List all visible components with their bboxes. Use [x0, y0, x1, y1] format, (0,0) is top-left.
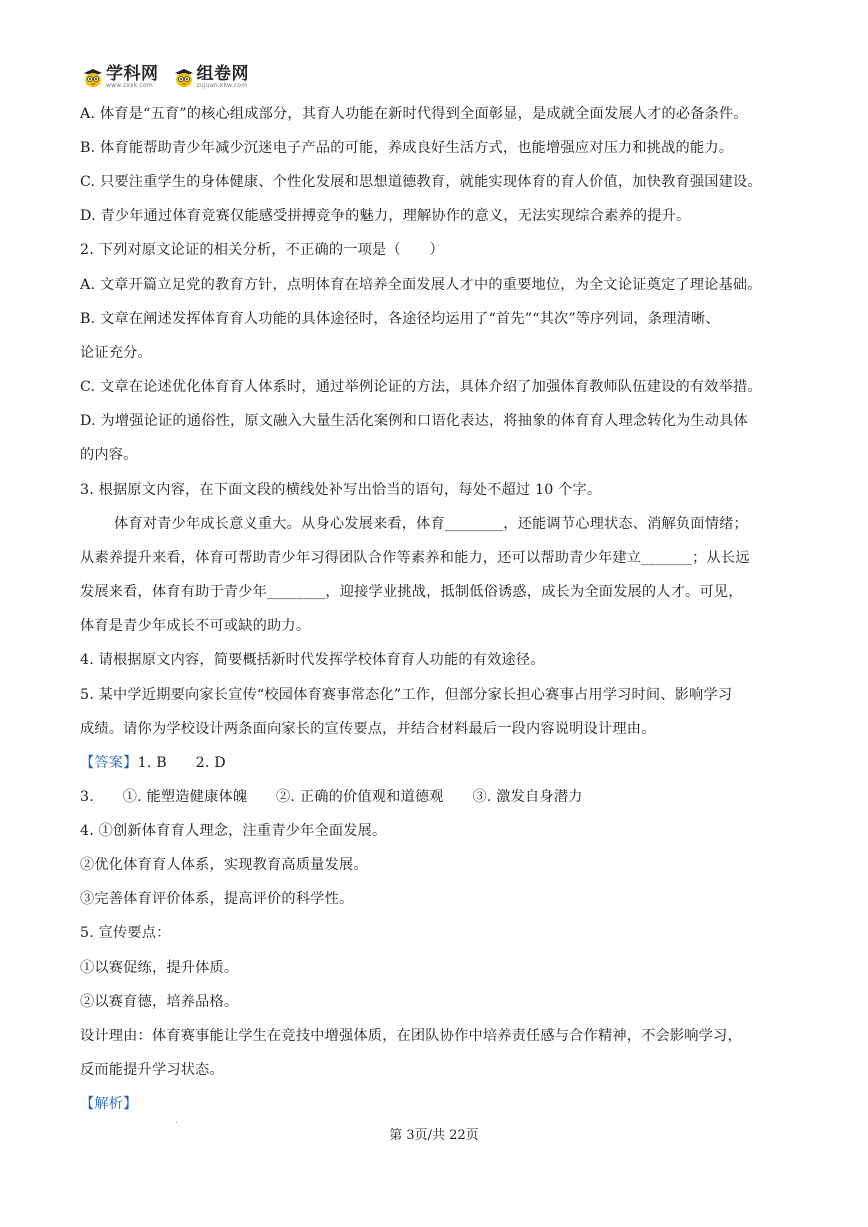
- option-1d: D. 青少年通过体育竞赛仅能感受拼搏竞争的魅力，理解协作的意义，无法实现综合素养的提升。: [80, 208, 691, 224]
- question-2: 2. 下列对原文论证的相关分析，不正确的一项是（ ）: [80, 242, 444, 258]
- stray-dot: [176, 1122, 177, 1123]
- analysis-tag: 【解析】: [80, 1096, 138, 1112]
- answer-5-reason-cont: 反而能提升学习状态。: [80, 1062, 224, 1078]
- option-2b: B. 文章在阐述发挥体育育人功能的具体途径时，各途径均运用了“首先”“其次”等序列词，条理清晰、: [80, 311, 720, 327]
- question-4: 4. 请根据原文内容，简要概括新时代发挥学校体育育人功能的有效途径。: [80, 652, 545, 668]
- answer-5-point-1: ①以赛促练，提升体质。: [80, 960, 239, 976]
- logo1-text: 学科网: [106, 64, 159, 84]
- answer-4-2: ②优化体育育人体系，实现教育高质量发展。: [80, 857, 368, 873]
- passage-line-2: 从素养提升来看，体育可帮助青少年习得团队合作等素养和能力，还可以帮助青少年建立_______；从长远: [80, 550, 750, 566]
- option-1c: C. 只要注重学生的身体健康、个性化发展和思想道德教育，就能实现体育的育人价值，加快教育强国建设。: [80, 174, 762, 190]
- question-5-cont: 成绩。请你为学校设计两条面向家长的宣传要点，并结合材料最后一段内容说明设计理由。: [80, 721, 656, 737]
- logo1-sub: www.zxxk.com: [106, 82, 153, 89]
- option-1b: B. 体育能帮助青少年减少沉迷电子产品的可能，养成良好生活方式，也能增强应对压力和挑战的能力。: [80, 140, 734, 156]
- answer-5-reason: 设计理由：体育赛事能让学生在竞技中增强体质，在团队协作中培养责任感与合作精神，不会影响学习，: [80, 1028, 742, 1044]
- answer-line: [80, 753, 226, 773]
- xuekewang-logo: [82, 65, 159, 89]
- answer-text: 1. B 2. D: [137, 755, 226, 771]
- option-2b-cont: 论证充分。: [80, 345, 152, 361]
- owl-mascot-icon: [82, 66, 104, 88]
- answer-4-1: 4. ①创新体育育人理念，注重青少年全面发展。: [80, 823, 387, 839]
- logo2-sub: zujuan.xkw.com: [196, 82, 248, 89]
- option-2c: C. 文章在论述优化体育育人体系时，通过举例论证的方法，具体介绍了加强体育教师队伍建设的有效举措。: [80, 379, 762, 395]
- option-2d: D. 为增强论证的通俗性，原文融入大量生活化案例和口语化表达，将抽象的体育育人理念转化为生动具体: [80, 413, 748, 429]
- answer-5-title: 5. 宣传要点：: [80, 925, 171, 941]
- logo2-text: 组卷网: [196, 64, 249, 84]
- passage-line-3: 发展来看，体育有助于青少年________，迎接学业挑战，抵制低俗诱惑，成长为全面发展的人才。可见，: [80, 584, 743, 600]
- question-5: 5. 某中学近期要向家长宣传“校园体育赛事常态化”工作，但部分家长担心赛事占用学习时间、影响学习: [80, 687, 733, 703]
- passage-line-1: 体育对青少年成长意义重大。从身心发展来看，体育________，还能调节心理状态、消解负面情绪；: [114, 516, 748, 532]
- zujuanwang-logo: [173, 65, 250, 89]
- owl-mascot-icon: [173, 66, 195, 88]
- answer-5-point-2: ②以赛育德，培养品格。: [80, 994, 239, 1010]
- header-logos: [82, 64, 249, 90]
- option-1a: A. 体育是“五育”的核心组成部分，其育人功能在新时代得到全面彰显，是成就全面发展人才的必备条件。: [80, 106, 748, 122]
- answer-3: 3. ①. 能塑造健康体魄 ②. 正确的价值观和道德观 ③. 激发自身潜力: [80, 789, 583, 805]
- option-2d-cont: 的内容。: [80, 447, 138, 463]
- answer-tag: 【答案】: [80, 755, 138, 771]
- question-3: 3. 根据原文内容，在下面文段的横线处补写出恰当的语句，每处不超过 10 个字。: [80, 482, 602, 498]
- passage-line-4: 体育是青少年成长不可或缺的助力。: [80, 618, 311, 634]
- page-footer: 第 3页/共 22页: [389, 1128, 479, 1143]
- option-2a: A. 文章开篇立足党的教育方针，点明体育在培养全面发展人才中的重要地位，为全文论证奠定了理论基础。: [80, 277, 762, 293]
- answer-4-3: ③完善体育评价体系，提高评价的科学性。: [80, 891, 354, 907]
